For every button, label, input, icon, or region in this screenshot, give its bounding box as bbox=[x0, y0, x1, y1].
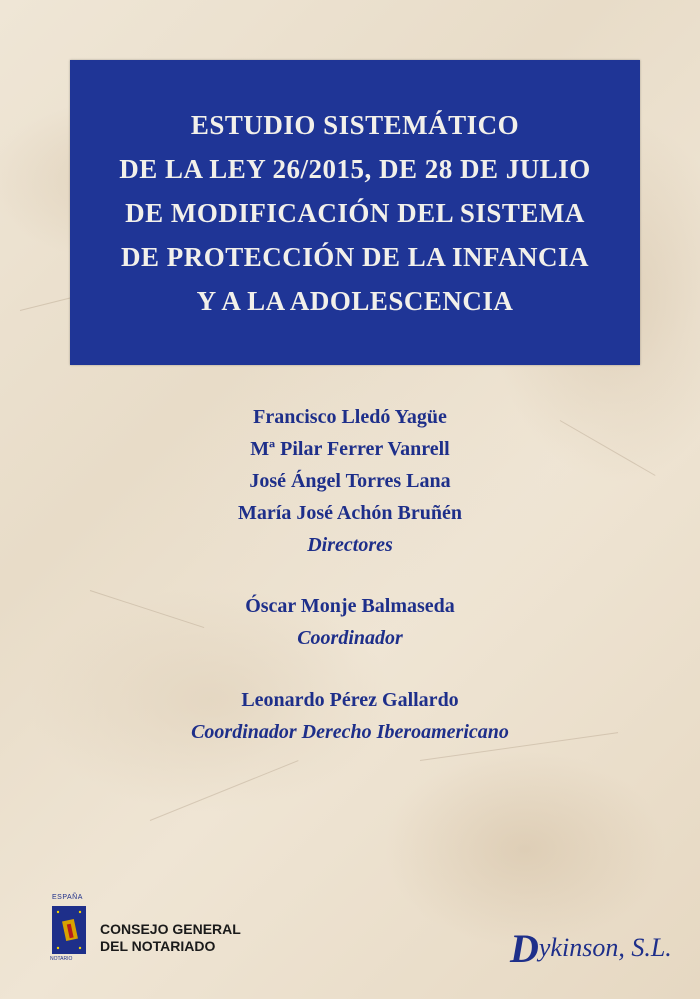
publisher-initial: D bbox=[510, 926, 539, 971]
notariado-emblem bbox=[46, 894, 92, 972]
directors-block bbox=[0, 401, 700, 561]
title-line-5: Y A LA ADOLESCENCIA bbox=[196, 285, 514, 316]
coordinator-ibero-name: Leonardo Pérez Gallardo bbox=[241, 689, 459, 711]
title-line-3: DE MODIFICACIÓN DEL SISTEMA bbox=[125, 197, 585, 228]
coordinator-name: Óscar Monje Balmaseda bbox=[245, 595, 455, 617]
coordinator-ibero-role: Coordinador Derecho Iberoamericano bbox=[191, 721, 509, 743]
publisher-logo bbox=[510, 925, 672, 972]
notariado-line-2: DEL NOTARIADO bbox=[100, 938, 216, 954]
title-line-2: DE LA LEY 26/2015, DE 28 DE JULIO bbox=[119, 153, 591, 184]
notariado-line-1: CONSEJO GENERAL bbox=[100, 921, 241, 937]
director-name: Mª Pilar Ferrer Vanrell bbox=[250, 438, 450, 460]
emblem-bottom-text: NOTARIO bbox=[50, 956, 73, 962]
title-line-1: ESTUDIO SISTEMÁTICO bbox=[190, 109, 520, 140]
director-name: José Ángel Torres Lana bbox=[249, 470, 451, 492]
notariado-logo bbox=[46, 894, 241, 972]
directors-role: Directores bbox=[307, 534, 393, 556]
coordinator-block bbox=[0, 590, 700, 654]
coordinator-role: Coordinador bbox=[297, 627, 403, 649]
emblem-top-text: ESPAÑA bbox=[52, 894, 83, 901]
notariado-name bbox=[100, 921, 241, 955]
title-box bbox=[70, 60, 640, 365]
title-line-4: DE PROTECCIÓN DE LA INFANCIA bbox=[120, 241, 590, 272]
coordinator-ibero-block bbox=[0, 684, 700, 748]
marble-vein bbox=[150, 760, 299, 821]
emblem-flag-icon bbox=[52, 906, 86, 954]
director-name: Francisco Lledó Yagüe bbox=[253, 406, 447, 428]
director-name: María José Achón Bruñén bbox=[238, 502, 462, 524]
publisher-name: ykinson, S.L. bbox=[538, 933, 672, 962]
